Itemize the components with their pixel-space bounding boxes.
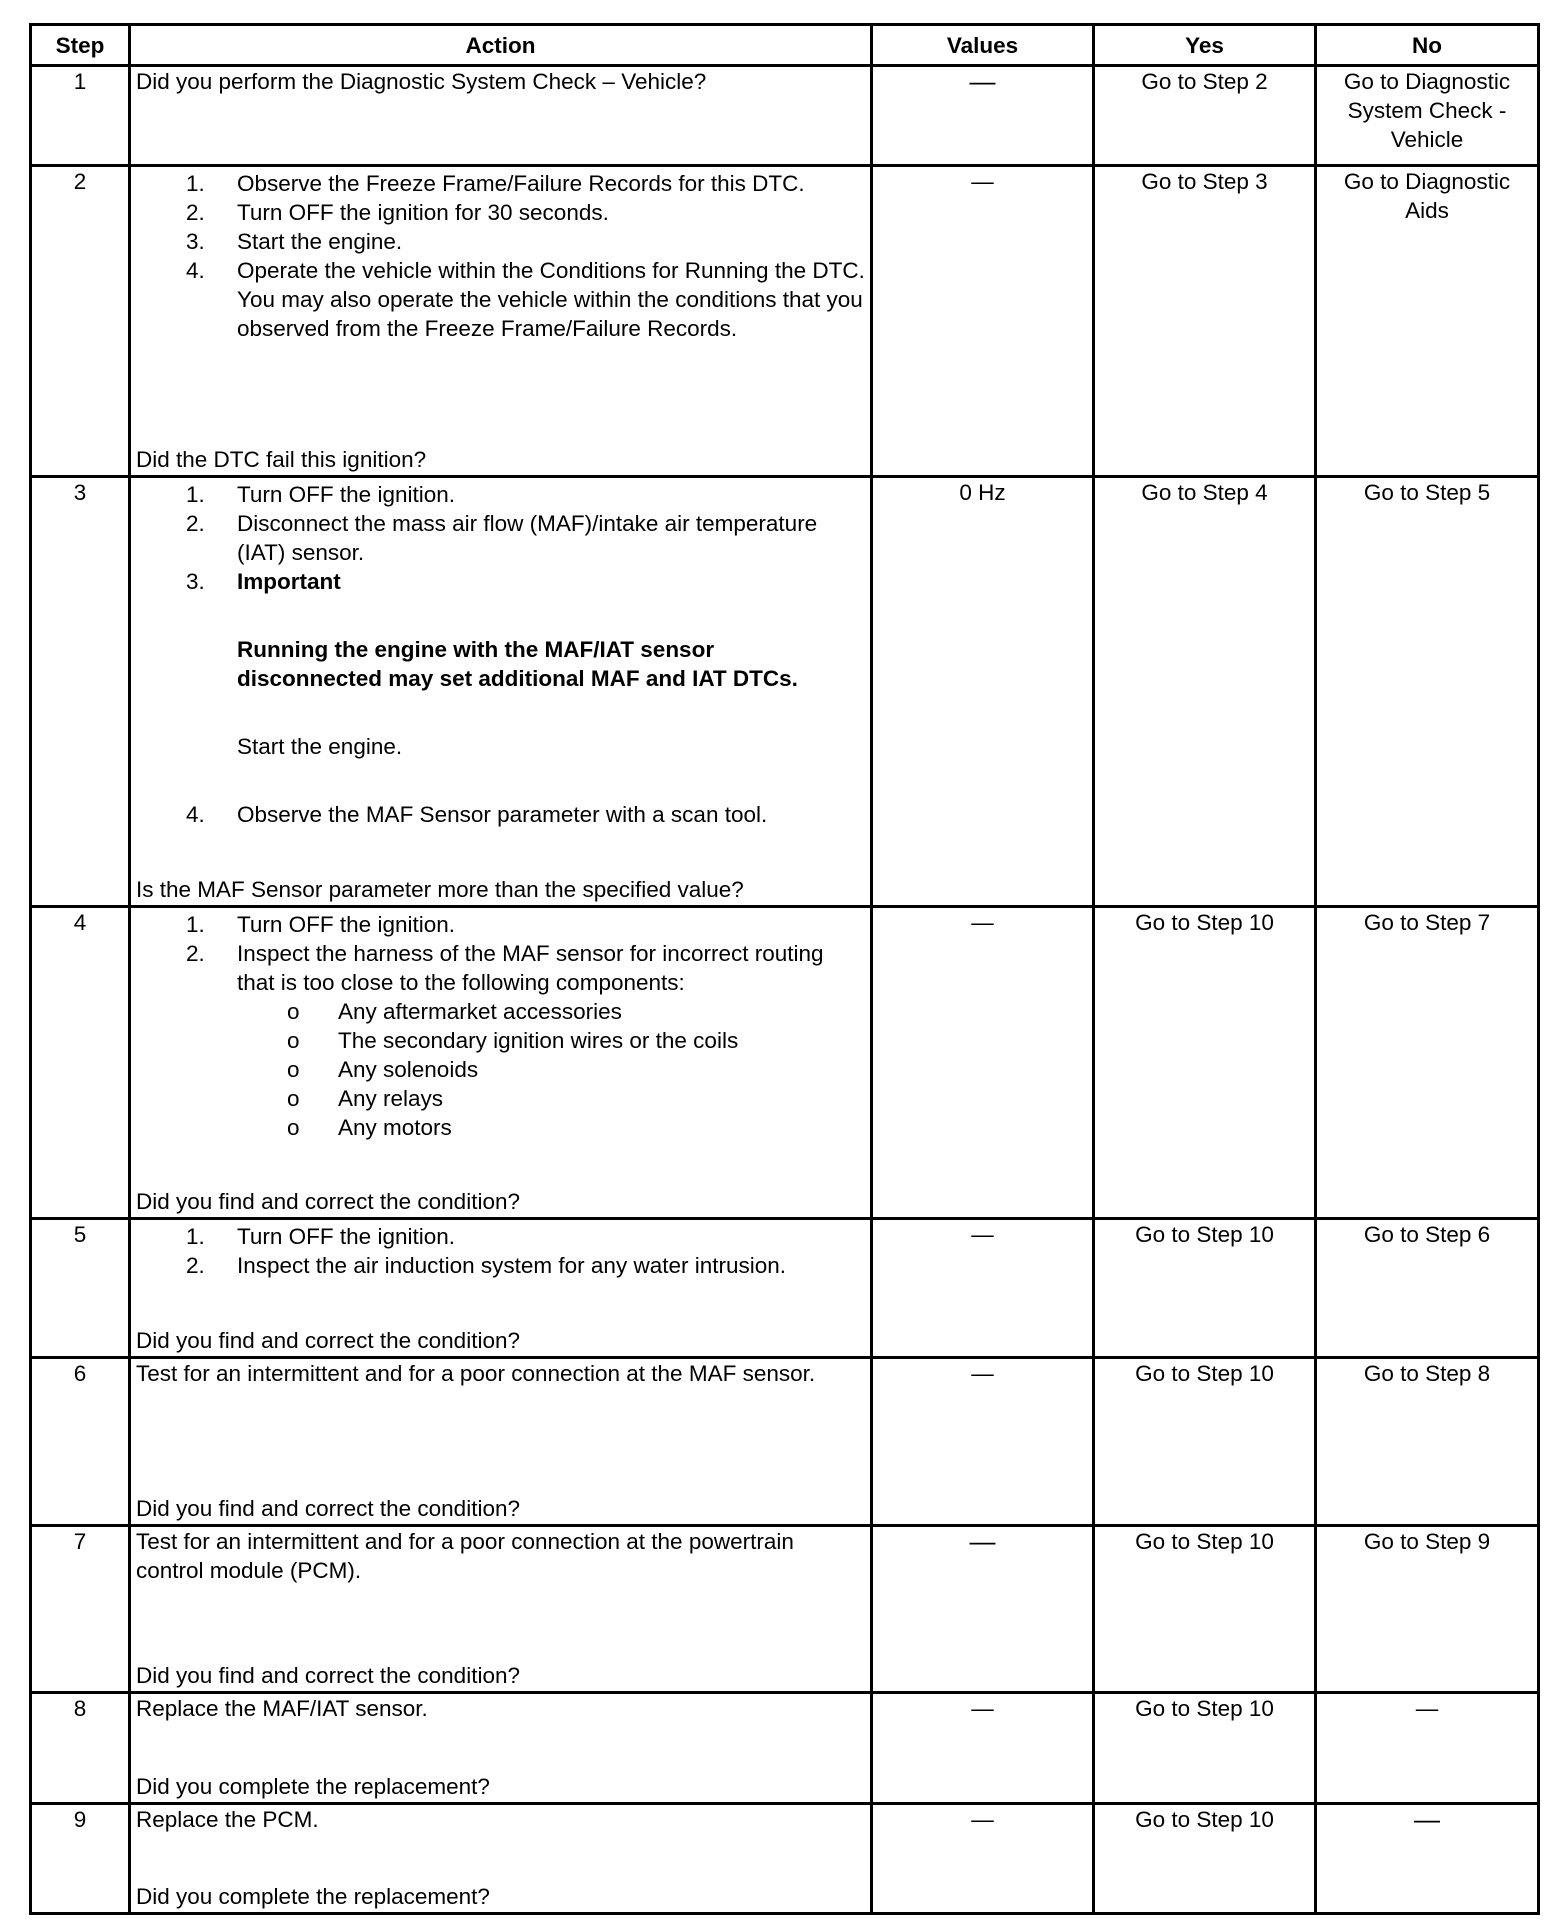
value-cell: —	[872, 1358, 1094, 1526]
question-text: Did you complete the replacement?	[136, 1774, 490, 1799]
header-step: Step	[31, 25, 130, 66]
no-link[interactable]: Go to Step 9	[1316, 1526, 1539, 1693]
yes-link[interactable]: Go to Step 10	[1094, 1219, 1316, 1358]
header-values: Values	[872, 25, 1094, 66]
component-list	[237, 997, 865, 1142]
action-text: Test for an intermittent and for a poor connection at the powertrain control module (PCM).	[136, 1529, 794, 1583]
instruction-list	[136, 1222, 865, 1280]
value-cell: —	[872, 166, 1094, 477]
list-item: 3. Start the engine.	[186, 229, 403, 254]
step-number: 9	[31, 1804, 130, 1914]
value-cell: 0 Hz	[872, 477, 1094, 907]
table-row	[31, 1358, 1539, 1526]
no-link[interactable]: Go to Step 8	[1316, 1358, 1539, 1526]
list-item: 4. Observe the MAF Sensor parameter with a scan tool.	[186, 802, 768, 827]
value-cell: —	[872, 1693, 1094, 1804]
list-item: 1. Turn OFF the ignition.	[186, 482, 456, 507]
header-row	[31, 25, 1539, 66]
instruction-list	[136, 169, 865, 343]
action-cell	[130, 477, 872, 907]
step-number: 1	[31, 66, 130, 166]
step-number: 8	[31, 1693, 130, 1804]
action-cell	[130, 1358, 872, 1526]
list-item: o Any relays	[287, 1086, 444, 1111]
yes-link[interactable]: Go to Step 3	[1094, 166, 1316, 477]
list-item: 2. Disconnect the mass air flow (MAF)/intake air temperature (IAT) sensor.	[186, 511, 818, 565]
question-text: Did you find and correct the condition?	[136, 1328, 520, 1353]
action-text: Replace the MAF/IAT sensor.	[136, 1696, 428, 1721]
action-cell	[130, 1526, 872, 1693]
table-row	[31, 1526, 1539, 1693]
list-item: o The secondary ignition wires or the coils	[287, 1028, 739, 1053]
value-cell: —	[872, 907, 1094, 1219]
question-text: Did you complete the replacement?	[136, 1884, 490, 1909]
question-text: Did you find and correct the condition?	[136, 1189, 520, 1214]
step-number: 5	[31, 1219, 130, 1358]
list-item: o Any aftermarket accessories	[287, 999, 622, 1024]
list-item: 3. Important Running the engine with the MAF/IAT sensor disconnected may set additional MAF and IAT DTCs. Start the engine.	[136, 567, 865, 800]
important-label: Important	[237, 569, 341, 594]
table-row	[31, 1219, 1539, 1358]
instruction-list	[136, 910, 865, 1142]
no-link[interactable]: Go to Step 6	[1316, 1219, 1539, 1358]
header-yes: Yes	[1094, 25, 1316, 66]
step-number: 6	[31, 1358, 130, 1526]
list-item: 2. Inspect the harness of the MAF sensor for incorrect routing that is too close to the following components: o Any aftermarket accessories o The secondary ignition wires or the coils o Any solenoids o Any relays o Any motors	[136, 939, 865, 1142]
table-row	[31, 1693, 1539, 1804]
list-item: 1. Observe the Freeze Frame/Failure Records for this DTC.	[186, 171, 805, 196]
question-text: Did you find and correct the condition?	[136, 1496, 520, 1521]
list-item: o Any solenoids	[287, 1057, 479, 1082]
yes-link[interactable]: Go to Step 10	[1094, 1693, 1316, 1804]
list-item: 1. Turn OFF the ignition.	[186, 912, 456, 937]
step-number: 3	[31, 477, 130, 907]
action-text: Test for an intermittent and for a poor connection at the MAF sensor.	[136, 1361, 816, 1386]
diagnostic-table	[29, 23, 1540, 1915]
yes-link[interactable]: Go to Step 10	[1094, 1804, 1316, 1914]
list-item: 4. Operate the vehicle within the Conditions for Running the DTC. You may also operate the vehicle within the conditions that you observed from the Freeze Frame/Failure Records.	[186, 258, 865, 341]
yes-link[interactable]: Go to Step 10	[1094, 1526, 1316, 1693]
no-link[interactable]: Go to Step 7	[1316, 907, 1539, 1219]
question-text: Did you find and correct the condition?	[136, 1663, 520, 1688]
no-link[interactable]: Go to Diagnostic System Check - Vehicle	[1316, 66, 1539, 166]
action-text: Did you perform the Diagnostic System Check – Vehicle?	[130, 66, 872, 166]
value-cell: —	[872, 1526, 1094, 1693]
list-item: 2. Inspect the air induction system for any water intrusion.	[186, 1253, 787, 1278]
no-link[interactable]: Go to Step 5	[1316, 477, 1539, 907]
start-engine-text: Start the engine.	[237, 734, 403, 759]
question-text: Is the MAF Sensor parameter more than the specified value?	[136, 877, 744, 902]
instruction-list	[136, 480, 865, 829]
yes-link[interactable]: Go to Step 10	[1094, 907, 1316, 1219]
no-link[interactable]: Go to Diagnostic Aids	[1316, 166, 1539, 477]
value-cell: —	[872, 1219, 1094, 1358]
list-item: 1. Turn OFF the ignition.	[186, 1224, 456, 1249]
step-number: 2	[31, 166, 130, 477]
table-row	[31, 66, 1539, 166]
header-no: No	[1316, 25, 1539, 66]
step-number: 7	[31, 1526, 130, 1693]
action-cell	[130, 1693, 872, 1804]
action-cell	[130, 166, 872, 477]
list-item: 2. Turn OFF the ignition for 30 seconds.	[186, 200, 609, 225]
yes-link[interactable]: Go to Step 10	[1094, 1358, 1316, 1526]
question-text: Did the DTC fail this ignition?	[136, 447, 427, 472]
step-number: 4	[31, 907, 130, 1219]
yes-link[interactable]: Go to Step 2	[1094, 66, 1316, 166]
list-item: o Any motors	[287, 1115, 452, 1140]
action-text: Replace the PCM.	[136, 1807, 319, 1832]
yes-link[interactable]: Go to Step 4	[1094, 477, 1316, 907]
table-row	[31, 907, 1539, 1219]
table-row	[31, 477, 1539, 907]
no-value: —	[1316, 1693, 1539, 1804]
important-note: Running the engine with the MAF/IAT sensor disconnected may set additional MAF and IAT DTCs.	[237, 637, 798, 691]
header-action: Action	[130, 25, 872, 66]
action-cell	[130, 1219, 872, 1358]
action-cell	[130, 1804, 872, 1914]
no-value: —	[1316, 1804, 1539, 1914]
value-cell: —	[872, 1804, 1094, 1914]
table-row	[31, 166, 1539, 477]
table-row	[31, 1804, 1539, 1914]
value-cell: —	[872, 66, 1094, 166]
action-cell	[130, 907, 872, 1219]
